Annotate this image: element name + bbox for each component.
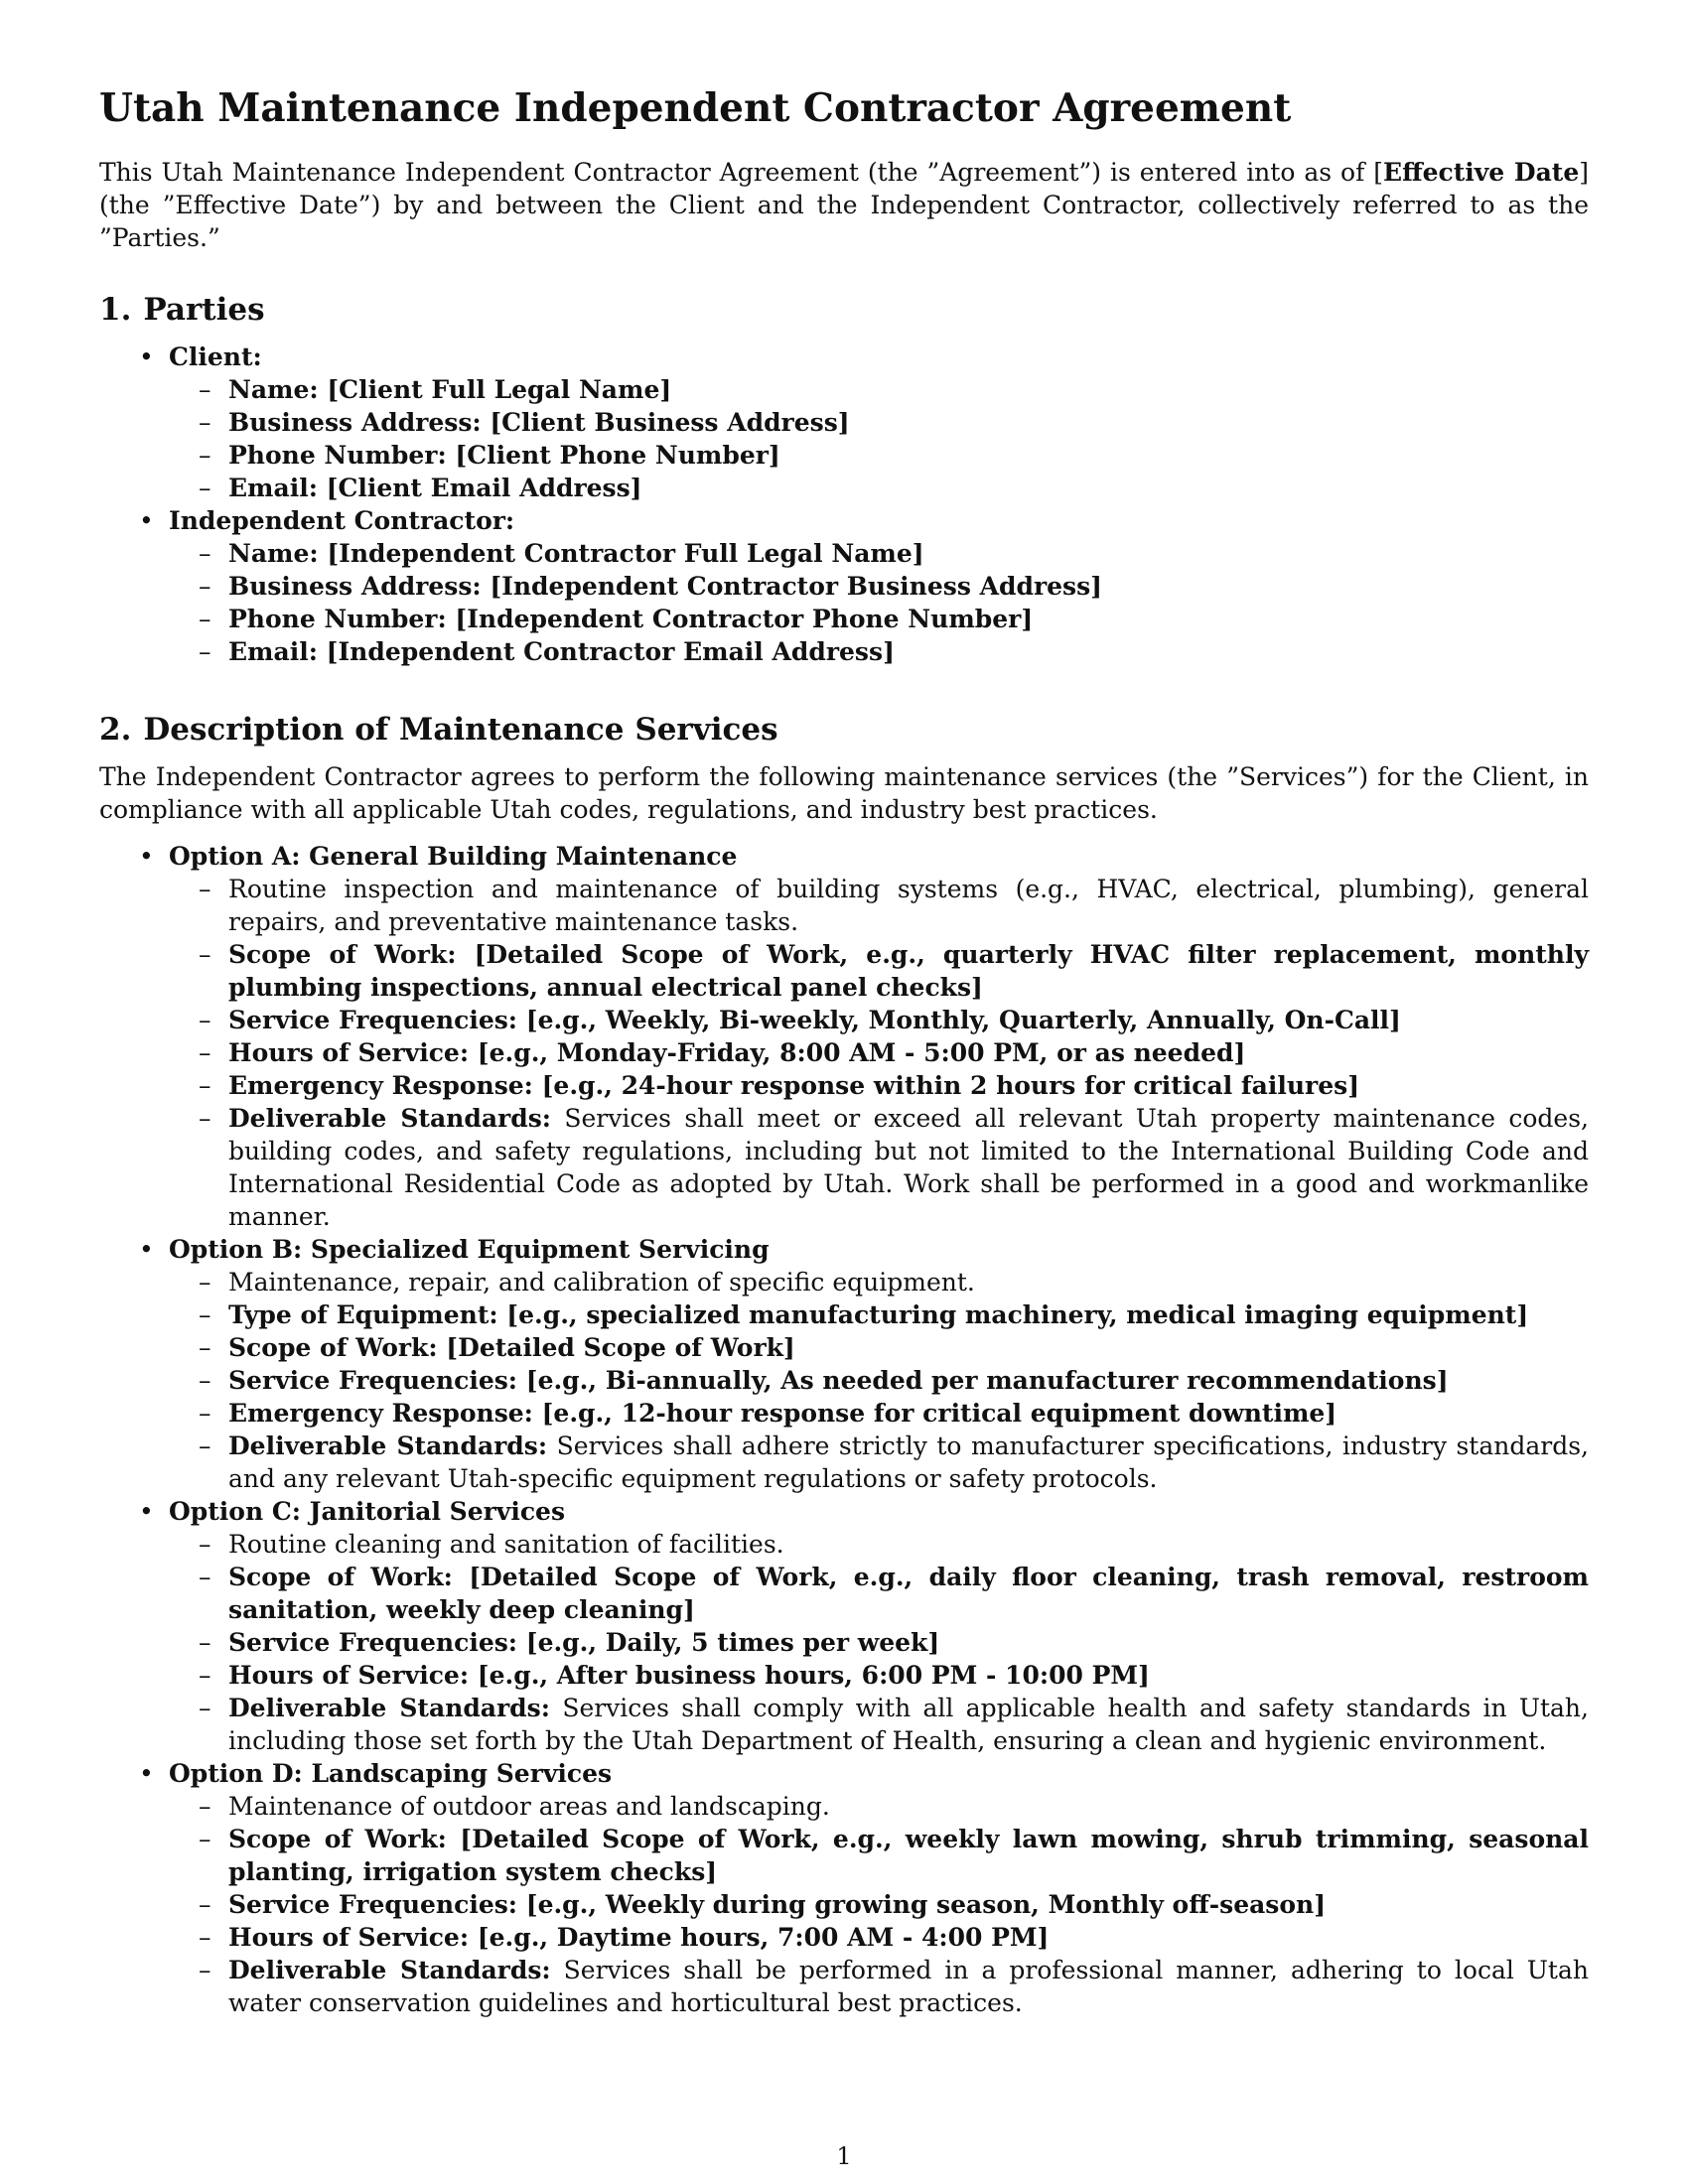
list-item — [169, 1626, 1589, 1659]
option-d-frequency: Service Frequencies: [e.g., Weekly during growing season, Monthly off-season] — [228, 1890, 1327, 1920]
intro-text-1: This Utah Maintenance Independent Contractor Agreement (the ”Agreement”) is entered into as of [ — [99, 157, 1384, 187]
option-b-details — [169, 1266, 1589, 1495]
dash-icon: – — [199, 1890, 211, 1920]
dash-icon: – — [199, 1432, 211, 1461]
list-item-contractor — [99, 504, 1589, 668]
option-b-description: Maintenance, repair, and calibration of specific equipment. — [228, 1268, 975, 1297]
option-a — [99, 840, 1589, 1233]
list-item — [169, 1102, 1589, 1233]
dash-icon: – — [199, 1792, 211, 1822]
client-label: Client: — [169, 341, 262, 371]
parties-list — [99, 341, 1589, 668]
option-d-label: Option D: Landscaping Services — [169, 1759, 613, 1789]
bullet-icon: • — [139, 1759, 154, 1789]
list-item — [169, 570, 1589, 603]
list-item — [169, 1069, 1589, 1102]
option-b-deliverable-text: Services shall adhere strictly to manufacturer specifications, industry standards, and any relevant Utah-specific equipment regulations or safety protocols. — [228, 1432, 1589, 1494]
option-a-hours: Hours of Service: [e.g., Monday-Friday, 8:00 AM - 5:00 PM, or as needed] — [228, 1038, 1246, 1068]
list-item — [169, 938, 1589, 1004]
option-d-deliverable-text: Services shall be performed in a professional manner, adhering to local Utah water conservation guidelines and horticultural best practices. — [228, 1956, 1589, 2018]
option-d-deliverable-label: Deliverable Standards: — [228, 1956, 551, 1985]
section-title: Parties — [143, 291, 265, 328]
services-intro: The Independent Contractor agrees to perform the following maintenance services (the ”Services”) for the Client, in compliance with all applicable Utah codes, regulations, and industry best practices. — [99, 762, 1589, 825]
list-item — [169, 1397, 1589, 1430]
dash-icon: – — [199, 1268, 211, 1297]
list-item — [169, 406, 1589, 439]
list-item — [169, 1921, 1589, 1954]
dash-icon: – — [199, 1661, 211, 1691]
list-item — [169, 537, 1589, 570]
dash-icon: – — [199, 1399, 211, 1429]
option-c-label: Option C: Janitorial Services — [169, 1497, 566, 1527]
client-details — [169, 373, 1589, 504]
list-item — [169, 1298, 1589, 1331]
option-b-label: Option B: Specialized Equipment Servicing — [169, 1235, 770, 1265]
dash-icon: – — [199, 1956, 211, 1985]
option-c-scope: Scope of Work: [Detailed Scope of Work, e.g., daily floor cleaning, trash removal, restroom sanitation, weekly deep cleaning] — [228, 1563, 1589, 1625]
list-item — [169, 373, 1589, 406]
contractor-label: Independent Contractor: — [169, 505, 515, 535]
list-item — [169, 635, 1589, 668]
bullet-icon: • — [139, 1497, 154, 1527]
dash-icon: – — [199, 538, 211, 568]
dash-icon: – — [199, 1563, 211, 1592]
option-c-frequency: Service Frequencies: [e.g., Daily, 5 times per week] — [228, 1628, 940, 1658]
option-b-scope: Scope of Work: [Detailed Scope of Work] — [228, 1333, 795, 1363]
list-item — [169, 1692, 1589, 1757]
option-b-frequency: Service Frequencies: [e.g., Bi-annually, As needed per manufacturer recommendations] — [228, 1366, 1449, 1396]
option-a-emergency: Emergency Response: [e.g., 24-hour response within 2 hours for critical failures] — [228, 1071, 1360, 1101]
option-a-frequency: Service Frequencies: [e.g., Weekly, Bi-weekly, Monthly, Quarterly, Annually, On-Call] — [228, 1006, 1401, 1035]
list-item — [169, 1004, 1589, 1036]
list-item-client — [99, 341, 1589, 504]
contractor-address: Business Address: [Independent Contractor Business Address] — [228, 571, 1103, 601]
dash-icon: – — [199, 1038, 211, 1068]
option-d-hours: Hours of Service: [e.g., Daytime hours, 7:00 AM - 4:00 PM] — [228, 1923, 1050, 1953]
effective-date-placeholder: Effective Date — [1383, 157, 1580, 187]
section-title: Description of Maintenance Services — [143, 711, 778, 748]
dash-icon: – — [199, 1628, 211, 1658]
dash-icon: – — [199, 1923, 211, 1953]
dash-icon: – — [199, 1104, 211, 1134]
option-a-label: Option A: General Building Maintenance — [169, 842, 738, 872]
section-heading-parties — [99, 292, 1589, 329]
dash-icon: – — [199, 604, 211, 633]
dash-icon: – — [199, 875, 211, 904]
section-number: 1. — [99, 291, 132, 328]
option-c-details — [169, 1528, 1589, 1757]
bullet-icon: • — [139, 505, 154, 535]
option-c — [99, 1495, 1589, 1757]
dash-icon: – — [199, 1694, 211, 1723]
option-a-scope: Scope of Work: [Detailed Scope of Work, e.g., quarterly HVAC filter replacement, monthly plumbing inspections, annual electrical panel checks] — [228, 940, 1589, 1003]
list-item — [169, 439, 1589, 472]
section-heading-services — [99, 712, 1589, 749]
dash-icon: – — [199, 1333, 211, 1363]
option-c-deliverable-text: Services shall comply with all applicable health and safety standards in Utah, including those set forth by the Utah Department of Health, ensuring a clean and hygienic environment. — [228, 1694, 1589, 1756]
option-b-emergency: Emergency Response: [e.g., 12-hour response for critical equipment downtime] — [228, 1399, 1337, 1429]
option-d-description: Maintenance of outdoor areas and landscaping. — [228, 1792, 830, 1822]
dash-icon: – — [199, 1006, 211, 1035]
client-address: Business Address: [Client Business Address] — [228, 407, 850, 437]
contractor-name: Name: [Independent Contractor Full Legal Name] — [228, 538, 924, 568]
dash-icon: – — [199, 1366, 211, 1396]
list-item — [169, 603, 1589, 635]
client-name: Name: [Client Full Legal Name] — [228, 374, 672, 404]
option-d — [99, 1757, 1589, 2019]
list-item — [169, 1561, 1589, 1626]
option-b-equipment-type: Type of Equipment: [e.g., specialized manufacturing machinery, medical imaging equipment] — [228, 1300, 1529, 1330]
list-item — [169, 1364, 1589, 1397]
document-page — [99, 85, 1589, 2019]
services-options-list — [99, 840, 1589, 2019]
contractor-email: Email: [Independent Contractor Email Address] — [228, 636, 895, 666]
dash-icon: – — [199, 940, 211, 970]
bullet-icon: • — [139, 1235, 154, 1265]
contractor-details — [169, 537, 1589, 668]
dash-icon: – — [199, 374, 211, 404]
dash-icon: – — [199, 473, 211, 502]
option-a-deliverable-text: Services shall meet or exceed all relevant Utah property maintenance codes, building codes, and safety regulations, including but not limited to the International Building Code and International Residential Code as adopted by Utah. Work shall be performed in a good and workmanlike manner. — [228, 1104, 1589, 1232]
option-d-details — [169, 1790, 1589, 2019]
option-c-hours: Hours of Service: [e.g., After business hours, 6:00 PM - 10:00 PM] — [228, 1661, 1150, 1691]
dash-icon: – — [199, 1530, 211, 1560]
option-c-deliverable-label: Deliverable Standards: — [228, 1694, 550, 1723]
dash-icon: – — [199, 571, 211, 601]
option-a-description: Routine inspection and maintenance of building systems (e.g., HVAC, electrical, plumbing), general repairs, and preventative maintenance tasks. — [228, 875, 1589, 937]
dash-icon: – — [199, 1825, 211, 1854]
contractor-phone: Phone Number: [Independent Contractor Phone Number] — [228, 604, 1034, 633]
option-b-deliverable-label: Deliverable Standards: — [228, 1432, 548, 1461]
bullet-icon: • — [139, 341, 154, 371]
list-item — [169, 1823, 1589, 1888]
page-number: 1 — [836, 2142, 852, 2170]
list-item — [169, 1790, 1589, 1823]
list-item — [169, 1888, 1589, 1921]
dash-icon: – — [199, 1071, 211, 1101]
dash-icon: – — [199, 1300, 211, 1330]
list-item — [169, 1430, 1589, 1495]
list-item — [169, 1954, 1589, 2019]
option-b — [99, 1233, 1589, 1495]
client-email: Email: [Client Email Address] — [228, 473, 642, 502]
dash-icon: – — [199, 636, 211, 666]
option-c-description: Routine cleaning and sanitation of facilities. — [228, 1530, 784, 1560]
dash-icon: – — [199, 440, 211, 470]
section-number: 2. — [99, 711, 132, 748]
list-item — [169, 1036, 1589, 1069]
option-d-scope: Scope of Work: [Detailed Scope of Work, e.g., weekly lawn mowing, shrub trimming, seasonal planting, irrigation system checks] — [228, 1825, 1589, 1887]
list-item — [169, 1659, 1589, 1692]
list-item — [169, 1528, 1589, 1561]
bullet-icon: • — [139, 842, 154, 872]
dash-icon: – — [199, 407, 211, 437]
intro-paragraph — [99, 156, 1589, 254]
list-item — [169, 1331, 1589, 1364]
option-a-deliverable-label: Deliverable Standards: — [228, 1104, 551, 1134]
client-phone: Phone Number: [Client Phone Number] — [228, 440, 780, 470]
list-item — [169, 472, 1589, 504]
list-item — [169, 873, 1589, 938]
intro-text-2: ] (the ”Effective Date”) by and between the Client and the Independent Contractor, collectively referred to as the ”Parties.” — [99, 157, 1589, 252]
list-item — [169, 1266, 1589, 1298]
document-title: Utah Maintenance Independent Contractor Agreement — [99, 85, 1292, 131]
option-a-details — [169, 873, 1589, 1233]
